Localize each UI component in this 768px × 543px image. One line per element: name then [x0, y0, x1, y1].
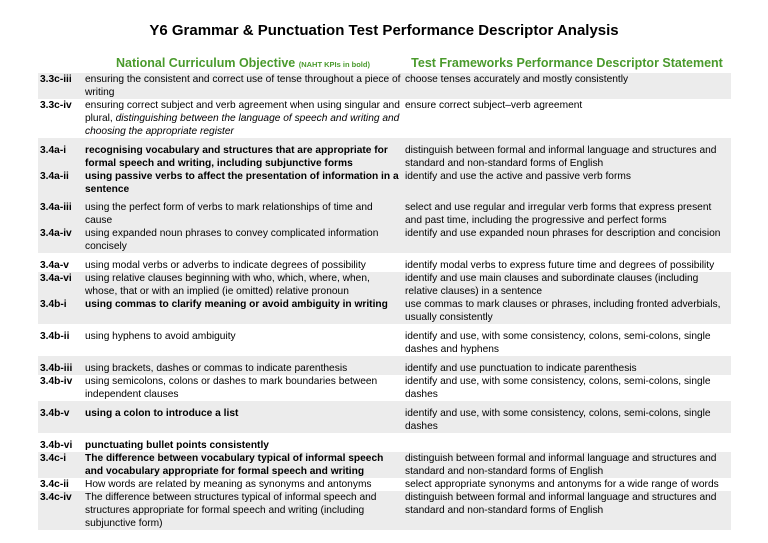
row-id: 3.4b-vi: [40, 440, 73, 451]
descriptor-header: Test Frameworks Performance Descriptor Statement: [411, 56, 723, 70]
descriptor-table: [38, 56, 731, 530]
row-objective: using semicolons, colons or dashes to mark boundaries between independent clauses: [85, 376, 378, 400]
table-row: [38, 401, 731, 433]
table-row: [38, 433, 731, 452]
table-row: [38, 170, 731, 196]
row-descriptor: [403, 433, 731, 452]
row-objective: using a colon to introduce a list: [83, 401, 403, 433]
row-descriptor: identify and use main clauses and subordinate clauses (including relative clauses) in a sentence: [403, 272, 731, 298]
page-title: Y6 Grammar & Punctuation Test Performance Descriptor Analysis: [149, 22, 619, 39]
row-objective: The difference between structures typical of informal speech and structures appropriate for formal speech and writing (including subjunctive form): [83, 491, 403, 530]
row-descriptor: use commas to mark clauses or phrases, including fronted adverbials, usually consistently: [403, 298, 731, 324]
row-objective: How words are related by meaning as synonyms and antonyms: [85, 479, 372, 490]
objective-header: National Curriculum Objective (NAHT KPIs in bold): [116, 56, 370, 70]
table-row: [38, 478, 731, 491]
table-row: [38, 73, 731, 99]
row-id: 3.4b-v: [38, 401, 83, 433]
row-id: 3.4b-i: [38, 298, 83, 324]
row-objective: using hyphens to avoid ambiguity: [85, 331, 236, 342]
row-descriptor: ensure correct subject–verb agreement: [405, 100, 583, 111]
row-objective: using brackets, dashes or commas to indicate parenthesis: [83, 356, 403, 375]
row-objective: using commas to clarify meaning or avoid ambiguity in writing: [83, 298, 403, 324]
row-objective: using the perfect form of verbs to mark relationships of time and cause: [83, 196, 403, 227]
objective-header-note: (NAHT KPIs in bold): [298, 60, 370, 69]
table-row: [38, 491, 731, 530]
table-row: [38, 253, 731, 272]
row-descriptor: distinguish between formal and informal language and structures and standard and non-standard forms of English: [403, 491, 731, 530]
row-descriptor: identify and use expanded noun phrases for description and concision: [403, 227, 731, 253]
row-descriptor: identify and use, with some consistency, colons, semi-colons, single dashes and hyphens: [405, 331, 711, 355]
row-id: 3.4a-i: [38, 138, 83, 170]
table-header-row: [38, 56, 731, 73]
row-descriptor: choose tenses accurately and mostly consistently: [403, 73, 731, 99]
row-id: 3.4a-iv: [38, 227, 83, 253]
table-row: [38, 99, 731, 138]
row-objective: punctuating bullet points consistently: [85, 440, 269, 451]
row-objective: The difference between vocabulary typical of informal speech and vocabulary appropriate for formal speech and writing: [83, 452, 403, 478]
row-objective: using passive verbs to affect the presentation of information in a sentence: [83, 170, 403, 196]
row-id: 3.4c-i: [38, 452, 83, 478]
table-row: [38, 356, 731, 375]
row-id: 3.4b-iv: [40, 376, 73, 387]
row-id: 3.4c-ii: [40, 479, 69, 490]
table-row: [38, 272, 731, 298]
row-descriptor: identify and use, with some consistency, colons, semi-colons, single dashes: [405, 376, 711, 400]
table-row: [38, 324, 731, 356]
row-descriptor: identify and use the active and passive verb forms: [403, 170, 731, 196]
row-id: 3.4a-v: [40, 260, 69, 271]
row-id: 3.4a-vi: [38, 272, 83, 298]
row-id: 3.4a-ii: [38, 170, 83, 196]
row-descriptor: identify and use, with some consistency, colons, semi-colons, single dashes: [403, 401, 731, 433]
row-id: 3.3c-iii: [38, 73, 83, 99]
row-id: 3.4c-iv: [38, 491, 83, 530]
row-descriptor: select appropriate synonyms and antonyms for a wide range of words: [405, 479, 719, 490]
row-descriptor: distinguish between formal and informal language and structures and standard and non-standard forms of English: [403, 452, 731, 478]
table-row: [38, 138, 731, 170]
row-id: 3.3c-iv: [40, 100, 72, 111]
table-row: [38, 298, 731, 324]
table-row: [38, 196, 731, 227]
table-row: [38, 375, 731, 401]
row-objective: using expanded noun phrases to convey complicated information concisely: [83, 227, 403, 253]
table-row: [38, 227, 731, 253]
row-id: 3.4b-ii: [40, 331, 70, 342]
row-objective: recognising vocabulary and structures that are appropriate for formal speech and writing, including subjunctive forms: [83, 138, 403, 170]
row-id: 3.4a-iii: [38, 196, 83, 227]
row-objective: ensuring correct subject and verb agreement when using singular and plural, distinguishing between the language of speech and writing and choosing the appropriate register: [85, 100, 400, 137]
row-descriptor: identify and use punctuation to indicate parenthesis: [403, 356, 731, 375]
row-descriptor: identify modal verbs to express future time and degrees of possibility: [405, 260, 715, 271]
row-id: 3.4b-iii: [38, 356, 83, 375]
row-objective: using relative clauses beginning with who, which, where, when, whose, that or with an implied (ie omitted) relative pronoun: [83, 272, 403, 298]
row-descriptor: distinguish between formal and informal language and structures and standard and non-standard forms of English: [403, 138, 731, 170]
row-descriptor: select and use regular and irregular verb forms that express present and past time, including the progressive and perfect forms: [403, 196, 731, 227]
row-objective: ensuring the consistent and correct use of tense throughout a piece of writing: [83, 73, 403, 99]
table-row: [38, 452, 731, 478]
row-objective: using modal verbs or adverbs to indicate degrees of possibility: [85, 260, 366, 271]
